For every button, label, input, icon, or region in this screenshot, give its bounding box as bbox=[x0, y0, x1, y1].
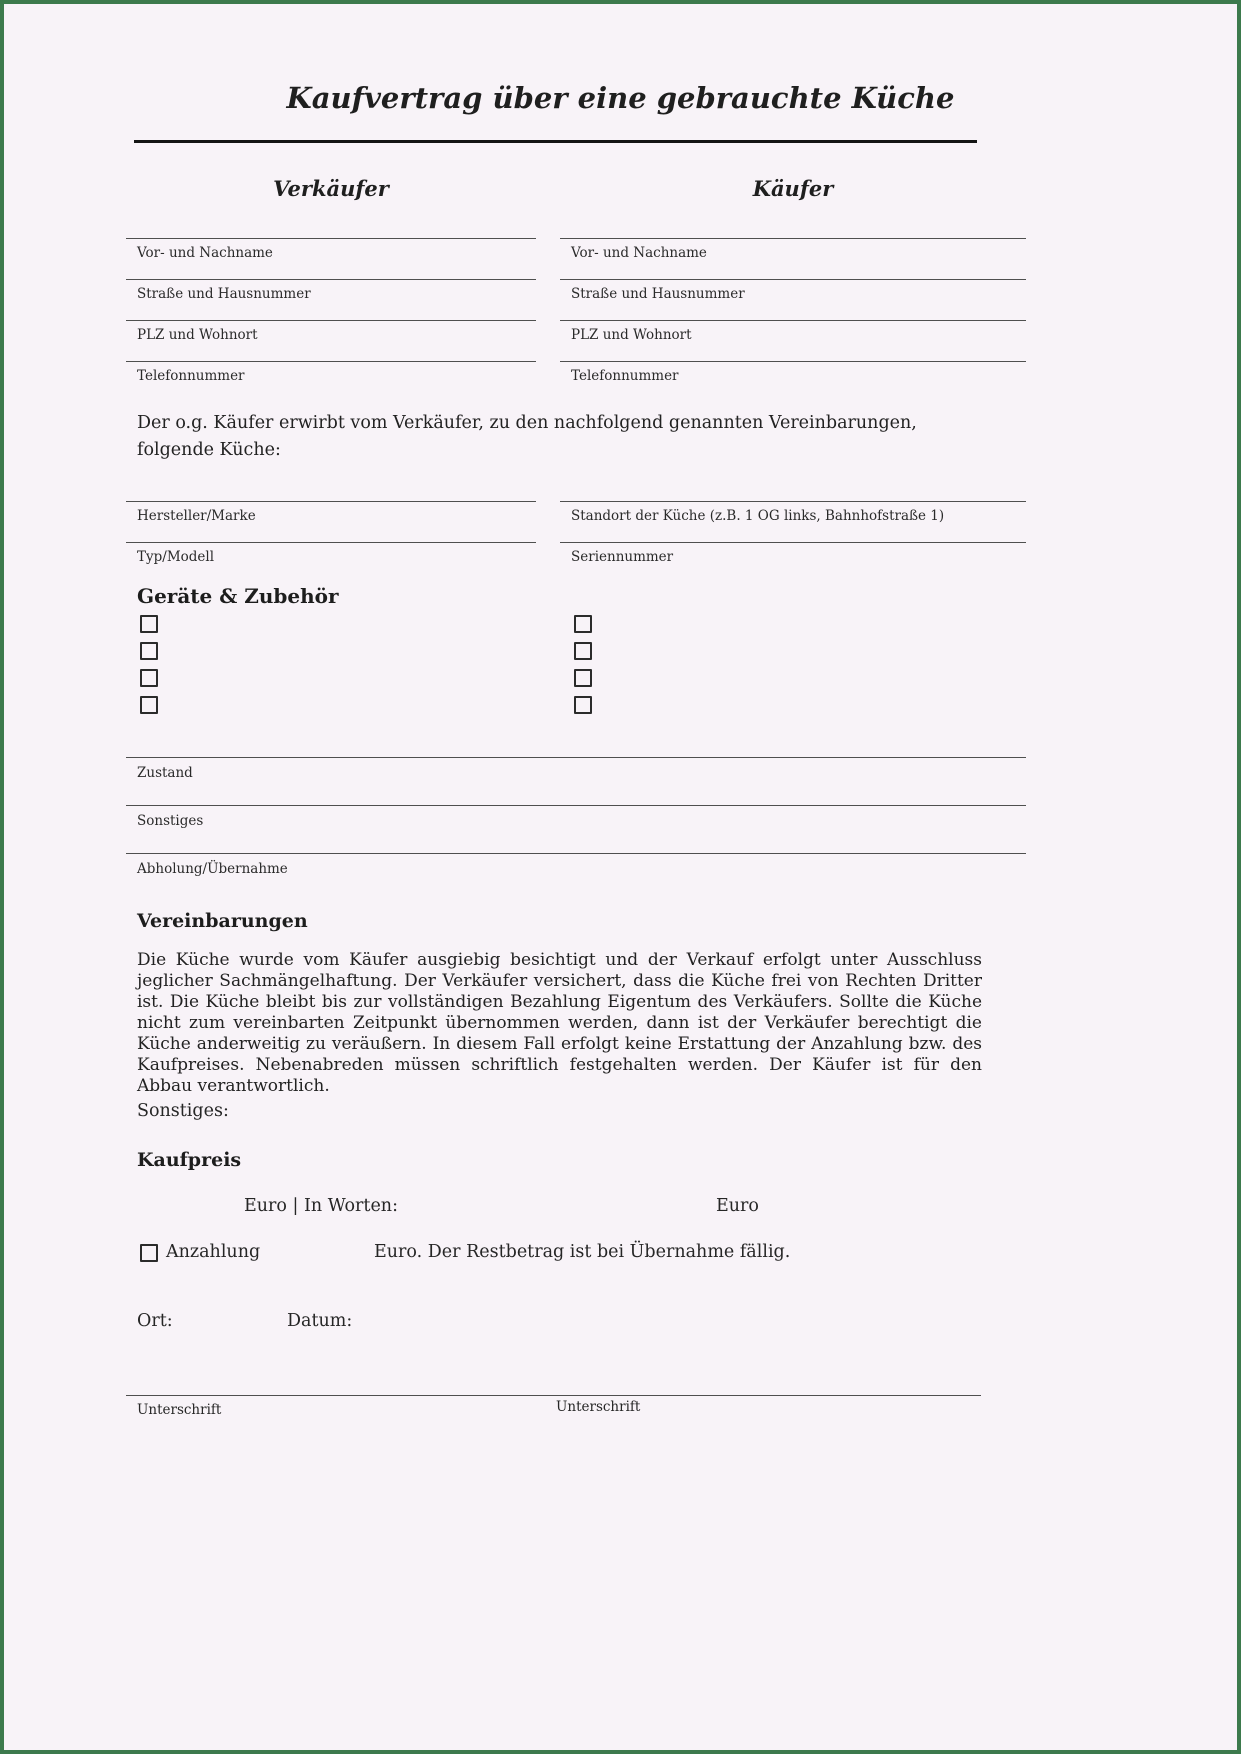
agreements-paragraph: Die Küche wurde vom Käufer ausgiebig besichtigt und der Verkauf erfolgt unter Ausschluss jeglicher Sachmängelhaftung. Der Verkäufer versichert, dass die Küche frei von Rechten Dritter ist. Die Küche bleibt bis zur vollständigen Bezahlung Eigentum des Verkäufers. Sollte die Küche nicht zum vereinbarten Zeitpunkt übernommen werden, dann ist der Verkäufer berechtigt die Küche anderweitig zu veräußern. In diesem Fall erfolgt keine Erstattung der Anzahlung bzw. des Kaufpreises. Nebenabreden müssen schriftlich festgehalten werden. Der Käufer ist für den Abbau verantwortlich. bbox=[137, 950, 982, 1096]
condition-fields bbox=[126, 757, 1026, 901]
accessory-checkbox-1[interactable] bbox=[140, 615, 158, 633]
page-title: Kaufvertrag über eine gebrauchte Küche bbox=[286, 81, 955, 115]
deposit-text: Euro. Der Restbetrag ist bei Übernahme fällig. bbox=[374, 1242, 791, 1262]
buyer-phone-field[interactable] bbox=[560, 361, 1026, 402]
field-label: Straße und Hausnummer bbox=[137, 286, 311, 302]
model-field[interactable] bbox=[126, 542, 536, 583]
accessory-checkbox-4[interactable] bbox=[140, 696, 158, 714]
accessory-checkbox-3[interactable] bbox=[140, 669, 158, 687]
field-label: Telefonnummer bbox=[571, 368, 679, 384]
field-label: Vor- und Nachname bbox=[571, 245, 707, 261]
buyer-street-field[interactable] bbox=[560, 279, 1026, 320]
field-label: Straße und Hausnummer bbox=[571, 286, 745, 302]
place-date-row bbox=[4, 1311, 1237, 1335]
buyer-signature-label: Unterschrift bbox=[556, 1399, 641, 1415]
condition-field[interactable] bbox=[126, 757, 1026, 805]
manufacturer-field[interactable] bbox=[126, 501, 536, 542]
accessory-checkbox-7[interactable] bbox=[574, 669, 592, 687]
field-label: Vor- und Nachname bbox=[137, 245, 273, 261]
serial-number-field[interactable] bbox=[560, 542, 1026, 583]
seller-signature-label: Unterschrift bbox=[137, 1402, 222, 1418]
field-label: PLZ und Wohnort bbox=[137, 327, 258, 343]
price-heading: Kaufpreis bbox=[137, 1149, 242, 1171]
field-label: Hersteller/Marke bbox=[137, 508, 256, 524]
field-label: Seriennummer bbox=[571, 549, 674, 565]
accessory-checkbox-2[interactable] bbox=[140, 642, 158, 660]
buyer-name-field[interactable] bbox=[560, 238, 1026, 279]
agreements-heading: Vereinbarungen bbox=[137, 910, 308, 932]
seller-name-field[interactable] bbox=[126, 238, 536, 279]
party-fields bbox=[126, 238, 1237, 402]
accessories-heading: Geräte & Zubehör bbox=[137, 584, 339, 608]
seller-phone-field[interactable] bbox=[126, 361, 536, 402]
field-label: Telefonnummer bbox=[137, 368, 245, 384]
sonstiges-label: Sonstiges: bbox=[137, 1101, 229, 1121]
seller-city-field[interactable] bbox=[126, 320, 536, 361]
field-label: Standort der Küche (z.B. 1 OG links, Bahnhofstraße 1) bbox=[571, 508, 945, 524]
field-label: Sonstiges bbox=[137, 813, 204, 829]
intro-paragraph: Der o.g. Käufer erwirbt vom Verkäufer, zu den nachfolgend genannten Vereinbarungen, folgende Küche: bbox=[137, 413, 917, 460]
field-label: Zustand bbox=[137, 765, 193, 781]
seller-street-field[interactable] bbox=[126, 279, 536, 320]
accessory-checkbox-8[interactable] bbox=[574, 696, 592, 714]
accessory-checkbox-5[interactable] bbox=[574, 615, 592, 633]
place-label: Ort: bbox=[137, 1311, 173, 1331]
deposit-row bbox=[4, 1242, 1237, 1266]
other-field[interactable] bbox=[126, 805, 1026, 853]
kitchen-fields bbox=[126, 501, 1237, 583]
accessory-checkbox-6[interactable] bbox=[574, 642, 592, 660]
seller-heading: Verkäufer bbox=[273, 176, 389, 201]
deposit-checkbox[interactable] bbox=[140, 1244, 158, 1262]
euro-in-words-label: Euro | In Worten: bbox=[244, 1196, 398, 1216]
price-row bbox=[4, 1196, 1237, 1220]
field-label: PLZ und Wohnort bbox=[571, 327, 692, 343]
pickup-field[interactable] bbox=[126, 853, 1026, 901]
deposit-label: Anzahlung bbox=[166, 1242, 261, 1262]
date-label: Datum: bbox=[287, 1311, 353, 1331]
title-divider bbox=[134, 140, 977, 143]
accessories-checkboxes bbox=[140, 615, 1237, 723]
party-headings bbox=[126, 175, 1237, 202]
buyer-heading: Käufer bbox=[752, 176, 834, 201]
field-label: Typ/Modell bbox=[137, 549, 215, 565]
location-field[interactable] bbox=[560, 501, 1026, 542]
field-label: Abholung/Übernahme bbox=[137, 861, 288, 877]
euro-label: Euro bbox=[716, 1196, 759, 1216]
signature-line[interactable] bbox=[126, 1395, 981, 1419]
buyer-city-field[interactable] bbox=[560, 320, 1026, 361]
